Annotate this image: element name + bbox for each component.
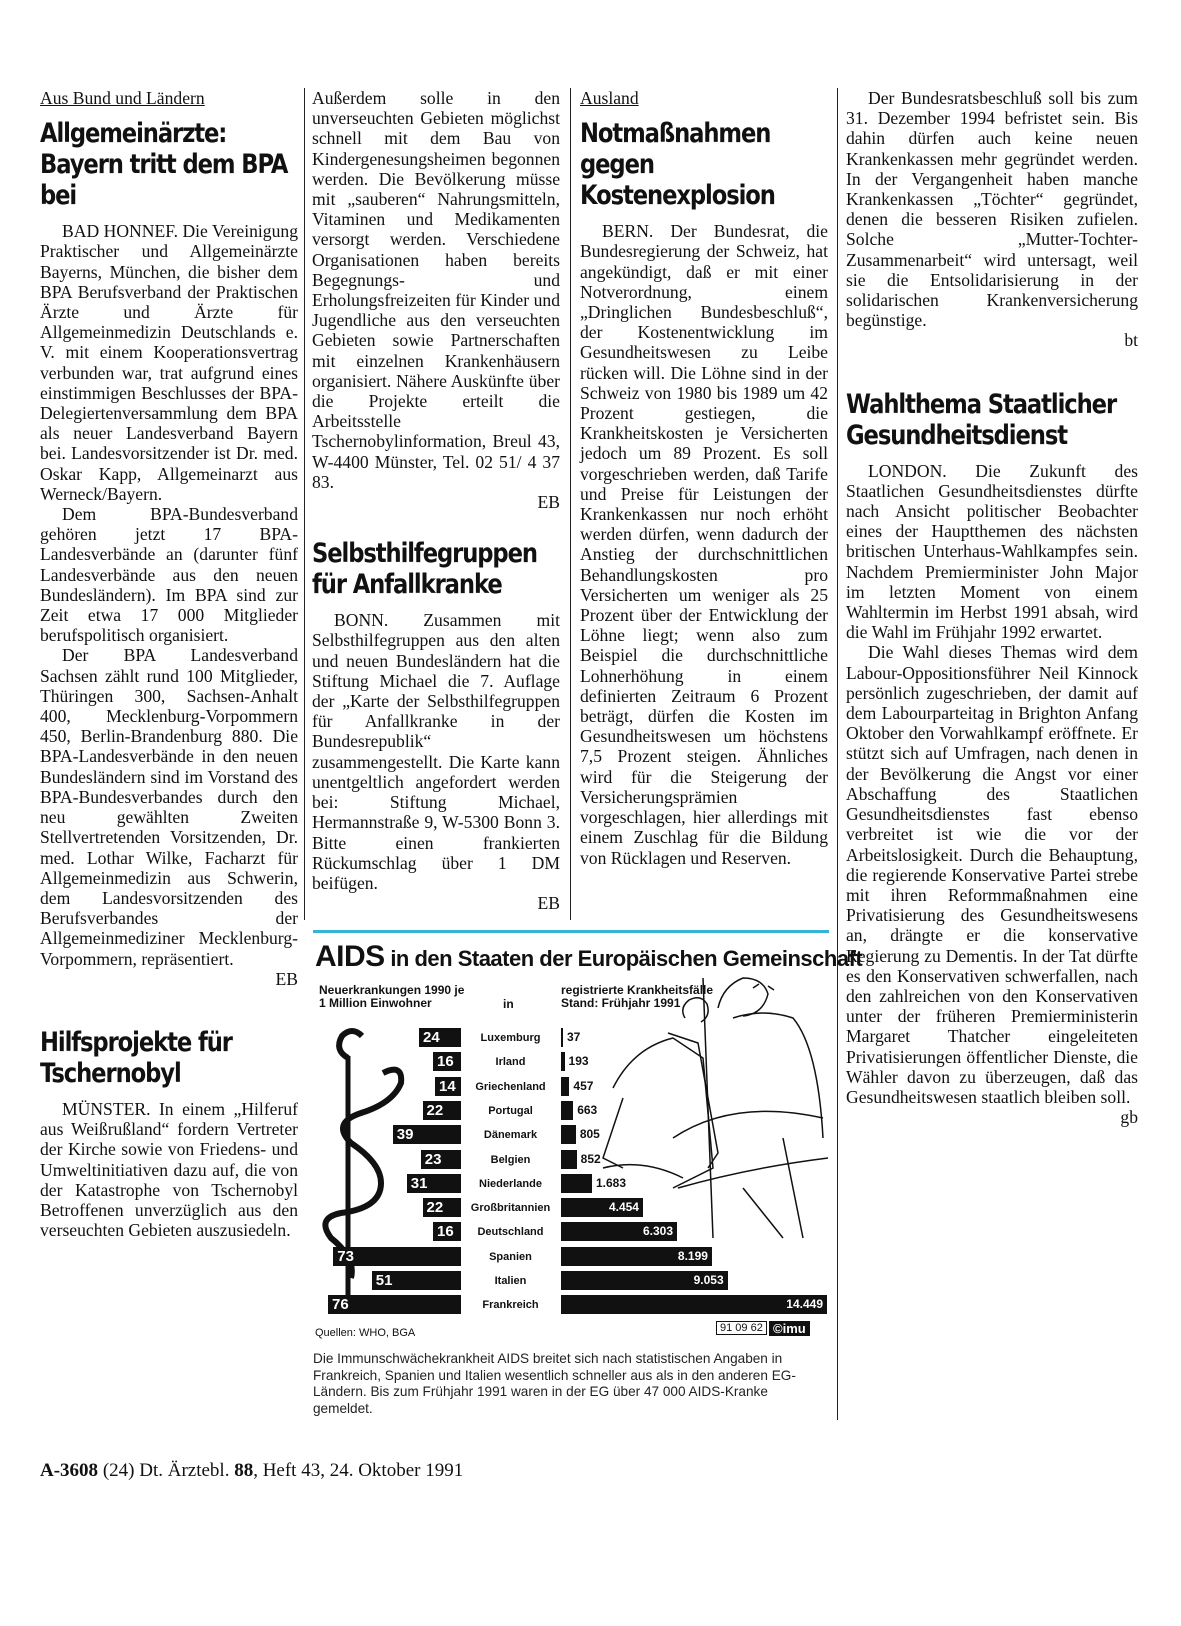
country-label: Niederlande	[479, 1177, 542, 1190]
right-bar	[561, 1052, 565, 1071]
right-value-label: 663	[577, 1102, 598, 1117]
signature: bt	[1124, 330, 1138, 351]
paragraph: BERN. Der Bundesrat, die Bundesregierung der Schweiz, hat angekündigt, daß er mit einer Notverordnung, einem „Dringlichen Bundesbeschluß“, der Kostenentwicklung im Gesundheitswesen zu Leibe rücken will. Die Löhne sind in der Schweiz von 1980 bis 1989 um 42 Prozent gestiegen, die Krankheitskosten je Versicherten jedoch um 89 Prozent. Es soll vorgeschrieben werden, daß Tarife und Preise für Leistungen der Krankenkassen nur noch erhöht werden dürfen, wenn dadurch der Anstieg der durchschnittlichen Behandlungskosten pro Versicherten um weniger als 25 Prozent über der Entwicklung der Löhne liegt; wenn also zum Beispiel die durchschnittliche Lohnerhöhung in einem definierten Zeitraum 6 Prozent beträgt, dürfen die Kosten im Gesundheitswesen um höchstens 7,5 Prozent steigen. Ähnliches wird für die Steigerung der Versicherungsprämien vorgeschlagen, hier allerdings mit einem Zuschlag für die Bildung von Rücklagen und Reserven.	[580, 221, 828, 868]
left-bar: 39	[393, 1125, 461, 1144]
chart-row	[313, 1198, 829, 1218]
headline: Notmaßnahmen gegen Kostenexplosion	[580, 118, 775, 212]
paragraph: Außerdem solle in den unverseuchten Gebieten möglichst schnell mit dem Bau von Kindergenesungsheimen begonnen werden. Die Bevölkerung müsse mit „sauberen“ Nahrungsmitteln, Vitaminen und Medikamenten versorgt werden. Verschiedene Organisationen haben bereits Begegnungs- und Erholungsfreizeiten für Kinder und Jugendliche aus den verseuchten Gebieten sowie Partnerschaften mit einzelnen Krankenhäusern organisiert. Nähere Auskünfte über die Projekte erteilt die Arbeitsstelle Tschernobylinformation, Breul 43, W-4400 Münster, Tel. 02 51/ 4 37 83.	[312, 88, 560, 492]
graphic-top-rule	[313, 930, 829, 933]
right-bar	[561, 1028, 563, 1047]
country-label: Luxemburg	[480, 1032, 541, 1044]
headline: Allgemeinärzte: Bayern tritt dem BPA bei	[40, 118, 288, 212]
chart-row	[313, 1174, 829, 1194]
right-value-label: 1.683	[595, 1175, 626, 1190]
right-axis-header: registrierte Krankheitsfälle Stand: Frühjahr 1991	[561, 983, 714, 1010]
paragraph: BAD HONNEF. Die Vereinigung Praktischer und Allgemeinärzte Bayerns, München, die bisher dem BPA Berufsverband der Praktischen Ärzte und Ärzte für Allgemeinmedizin Deutschlands e. V. mit einem Kooperationsvertrag verbunden war, trat aufgrund eines einstimmigen Beschlusses der BPA-Delegiertenversammlung dem BPA als neuer Landesverband Bayern bei. Landesvorsitzender ist Dr. med. Oskar Kapp, Allgemeinarzt aus Werneck/Bayern.	[40, 221, 298, 504]
section-kicker: Ausland	[580, 88, 639, 108]
signature: EB	[537, 893, 560, 914]
footer-citation: (24) Dt. Ärztebl.	[102, 1460, 230, 1481]
chart-row	[313, 1247, 829, 1267]
left-axis-header: Neuerkrankungen 1990 je 1 Million Einwohner	[319, 983, 465, 1010]
footer-issue: , Heft 43, 24. Oktober 1991	[253, 1460, 464, 1481]
left-bar: 51	[372, 1271, 461, 1290]
country-label: Portugal	[488, 1104, 533, 1117]
left-bar: 24	[419, 1028, 461, 1047]
column-4	[846, 88, 1138, 1127]
headline: Selbsthilfegruppen für Anfallkranke	[312, 538, 537, 601]
right-value-label: 4.454	[608, 1200, 639, 1215]
country-label: Frankreich	[482, 1299, 539, 1312]
left-bar: 31	[407, 1174, 461, 1193]
column-rule	[304, 88, 305, 920]
footer-volume: 88	[234, 1460, 254, 1481]
column-2	[312, 88, 560, 913]
chart-caption: Die Immunschwächekrankheit AIDS breitet sich nach statistischen Angaben in Frankreich, Spanien und Italien wesentlich schneller aus als in den anderen EG-Ländern. Bis zum Frühjahr 1991 waren in der EG über 47 000 AIDS-Kranke gemeldet.	[313, 1351, 796, 1416]
section-kicker: Aus Bund und Ländern	[40, 88, 205, 108]
right-bar	[561, 1077, 569, 1096]
country-label: Spanien	[489, 1250, 532, 1263]
right-value-label: 14.449	[786, 1297, 823, 1312]
right-value-label: 193	[568, 1054, 589, 1069]
paragraph: Der BPA Landesverband Sachsen zählt rund 100 Mitglieder, Thüringen 300, Sachsen-Anhalt 400, Mecklenburg-Vorpommern 450, Berlin-Brandenburg 880. Die BPA-Landesverbände in den neuen Bundesländern sind im Vorstand des BPA-Bundesverbandes durch den neu gewählten Zweiten Stellvertretenden Vorsitzenden, Dr. med. Lothar Wilke, Facharzt für Allgemeinmedizin aus Schwerin, dem Landesvorsitzenden des Berufsverbandes der Allgemeinmediziner Mecklenburg-Vorpommern, repräsentiert.	[40, 645, 298, 969]
signature: gb	[1120, 1107, 1138, 1128]
left-bar: 22	[423, 1198, 462, 1217]
right-value-label: 8.199	[677, 1248, 708, 1263]
right-bar	[561, 1101, 573, 1120]
page-number: A-3608	[40, 1460, 99, 1481]
right-value-label: 37	[567, 1030, 581, 1044]
chart-row	[313, 1101, 829, 1121]
left-bar: 16	[433, 1222, 461, 1241]
right-value-label: 805	[579, 1127, 600, 1142]
country-label: Belgien	[490, 1153, 531, 1166]
right-value-label: 457	[573, 1078, 594, 1093]
column-rule	[570, 88, 571, 920]
paragraph: MÜNSTER. In einem „Hilferuf aus Weißrußland“ fordern Vertreter der Kirche sowie von Friedens- und Umweltinitiativen dazu auf, die von der Katastrophe von Tschernobyl Betroffenen unverzüglich aus den verseuchten Gebieten auszusiedeln.	[40, 1098, 298, 1241]
chart-row	[313, 1222, 829, 1242]
chart-code: 91 09 62	[716, 1321, 767, 1335]
column-3	[580, 88, 828, 868]
country-label: Griechenland	[475, 1080, 546, 1093]
paragraph: Der Bundesratsbeschluß soll bis zum 31. Dezember 1994 befristet sein. Bis dahin dürfen auch keine neuen Krankenkassen mehr gegründet werden. In der Vergangenheit haben manche Krankenkassen „Töchter“ gegründet, denen die besseren Risiken zufielen. Solche „Mutter-Tochter-Zusammenarbeit“ wird untersagt, weil sie die Entsolidarisierung in der solidarischen Krankenversicherung begünstige.	[846, 88, 1138, 331]
aids-chart	[313, 938, 863, 1349]
paragraph: LONDON. Die Zukunft des Staatlichen Gesundheitsdienstes dürfte nach Ansicht politischer Beobachter eines der Hauptthemen des nächsten britischen Unterhaus-Wahlkampfes sein. Nachdem Premierminister John Major im letzten Moment von einem Wahltermin im Herbst 1991 absah, wird die Wahl im Frühjahr 1992 erwartet.	[846, 460, 1138, 643]
left-bar: 23	[421, 1150, 461, 1169]
right-value-label: 6.303	[643, 1224, 674, 1239]
chart-row	[313, 1150, 829, 1170]
country-label: Deutschland	[477, 1226, 544, 1239]
column-rule	[837, 88, 838, 1420]
page-footer	[40, 1460, 463, 1482]
left-bar: 22	[423, 1101, 462, 1120]
imu-logo: ©imu	[769, 1321, 810, 1336]
chart-row	[313, 1052, 829, 1072]
left-bar: 76	[328, 1295, 461, 1314]
chart-row	[313, 1077, 829, 1097]
source-note: Quellen: WHO, BGA	[315, 1327, 416, 1339]
left-bar: 16	[433, 1052, 461, 1071]
paragraph: Dem BPA-Bundesverband gehören jetzt 17 BPA-Landesverbände an (darunter fünf Landesverbände aus den neuen Bundesländern). Im BPA sind zur Zeit etwa 17 000 Mitglieder berufspolitisch organisiert.	[40, 504, 298, 646]
chart-row	[313, 1295, 829, 1315]
right-bar	[561, 1125, 576, 1144]
headline: Hilfsprojekte für Tschernobyl	[40, 1026, 232, 1089]
right-value-label: 852	[580, 1151, 601, 1166]
left-bar: 14	[435, 1077, 461, 1096]
right-bar	[561, 1174, 592, 1193]
paragraph: BONN. Zusammen mit Selbsthilfegruppen aus den alten und neuen Bundesländern hat die Stiftung Michael die 7. Auflage der „Karte der Selbsthilfegruppen für Anfallkranke in der Bundesrepublik“ zusammengestellt. Die Karte kann unentgeltlich angefordert werden bei: Stiftung Michael, Hermannstraße 9, W-5300 Bonn 3. Bitte einen frankierten Rückumschlag über 1 DM beifügen.	[312, 610, 560, 893]
country-label: Dänemark	[483, 1129, 538, 1142]
middle-header: in	[503, 997, 514, 1011]
paragraph: Die Wahl dieses Themas wird dem Labour-Oppositionsführer Neil Kinnock persönlich zugeschrieben, der damit auf dem Labourparteitag in Brighton Anfang Oktober den Vorwahlkampf eröffnete. Er stützt sich auf Umfragen, nach denen in der Bevölkerung die Angst vor einer Abschaffung des Staatlichen Gesundheitsdienstes fast ebenso verbreitet ist wie die vor der Arbeitslosigkeit. Durch die Behauptung, die regierende Konservative Partei strebe mit ihren Reformmaßnahmen eine Privatisierung des Gesundheitswesens an, drängte er die konservative Regierung zu Dementis. In der Tat dürfte es den Konservativen schwerfallen, nach den zahlreichen von den Konservativen unter der früheren Premierministerin Margaret Thatcher eingeleiteten Privatisierungen öffentlicher Dienste, die Wähler davon zu überzeugen, daß das Gesundheitswesen staatlich bleiben soll.	[846, 642, 1138, 1107]
left-bar: 73	[333, 1247, 461, 1266]
chart-row	[313, 1271, 829, 1291]
column-1	[40, 88, 298, 1240]
chart-row	[313, 1028, 829, 1048]
chart-row	[313, 1125, 829, 1145]
chart-title-rest: in den Staaten der Europäischen Gemeinschaft	[390, 946, 863, 971]
signature: EB	[275, 968, 298, 989]
country-label: Italien	[494, 1275, 527, 1287]
chart-title-big: AIDS	[315, 940, 385, 973]
country-label: Großbritannien	[470, 1202, 551, 1215]
signature: EB	[537, 492, 560, 513]
right-bar	[561, 1150, 577, 1169]
country-label: Irland	[495, 1056, 526, 1069]
right-value-label: 9.053	[693, 1273, 724, 1287]
headline: Wahlthema Staatlicher Gesundheitsdienst	[846, 388, 1117, 451]
